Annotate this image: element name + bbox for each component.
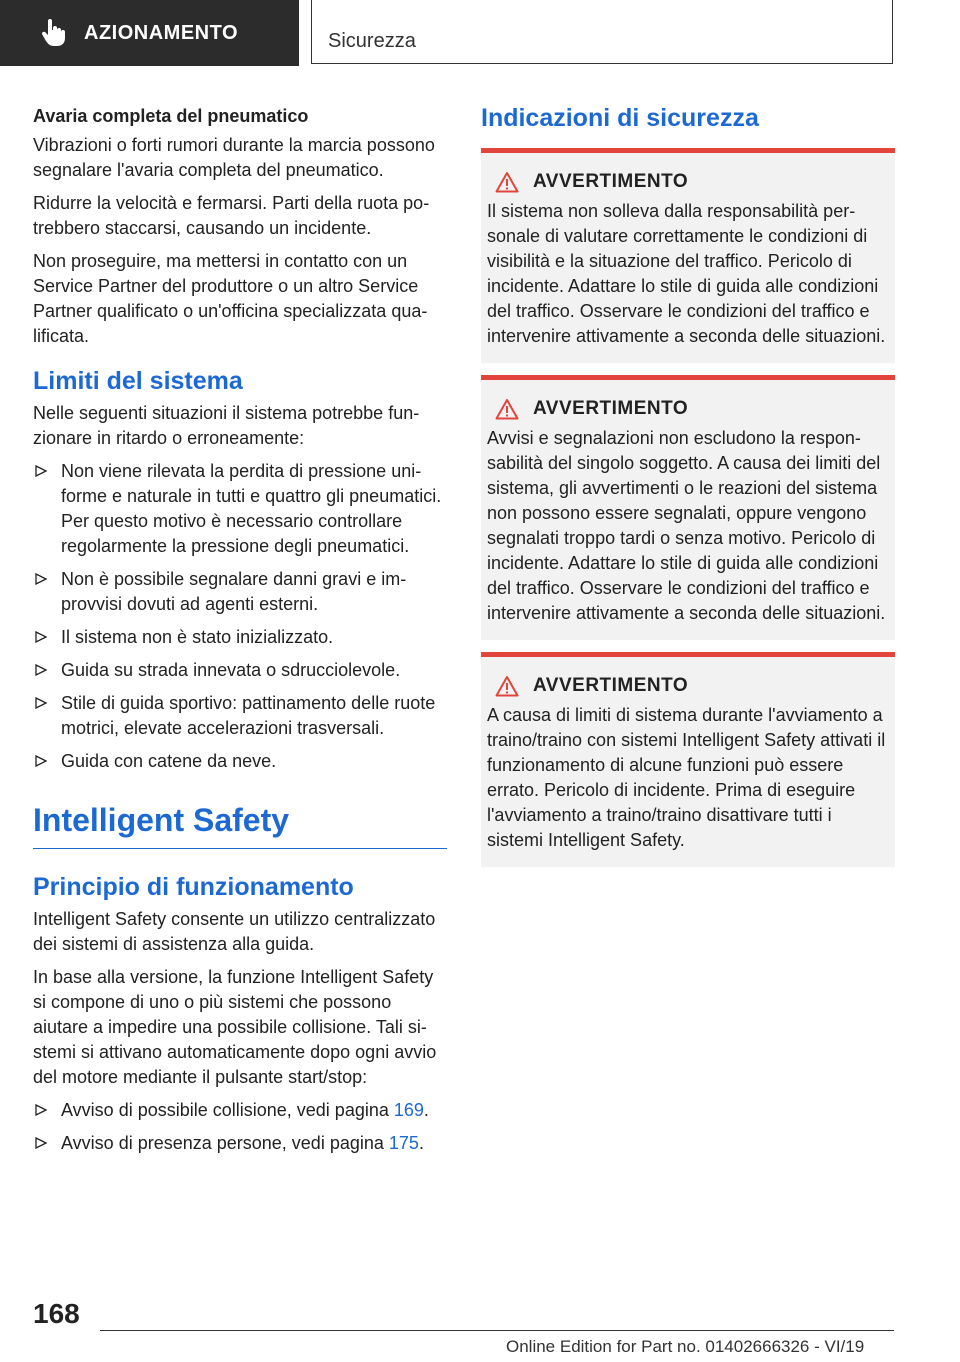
warning-triangle-icon	[495, 171, 519, 193]
system-limits-heading: Limiti del sistema	[33, 367, 243, 395]
paragraph: Intelligent Safety consente un utilizzo centralizzato dei sistemi di assistenza alla guida.	[33, 909, 436, 954]
list-item-text: Guida su strada innevata o sdrucciolevole.	[61, 660, 401, 680]
warning-label: AVVERTIMENTO	[533, 675, 689, 696]
warning-text: Il sistema non solleva dalla responsabilità personale di valutare correttamente le condizioni di visibilità e la situazione del traffico. Pericolo di incidente. Adattare lo stile di guida alle condizioni del traffico. Osservare le condizioni del traffico e intervenire attivamente a seconda delle situazioni.	[487, 201, 886, 346]
warning-triangle-icon	[495, 398, 519, 420]
tire-failure-title: Avaria completa del pneumatico	[33, 106, 309, 126]
page-link[interactable]: 169	[393, 1100, 424, 1120]
safety-notes-heading: Indicazioni di sicurezza	[481, 104, 759, 132]
page-number: 168	[33, 1298, 80, 1329]
left-column	[33, 100, 447, 1164]
triangle-right-icon	[35, 573, 47, 585]
list-item	[33, 459, 447, 559]
list-item	[33, 658, 447, 683]
list-item-text: Stile di guida sportivo: pattinamento delle ruote motrici, elevate accelerazioni trasversali.	[61, 693, 436, 738]
page-link[interactable]: 175	[388, 1133, 419, 1153]
triangle-right-icon	[35, 465, 47, 477]
intelligent-safety-heading: Intelligent Safety	[33, 798, 447, 849]
list-item-text: Il sistema non è stato inizializzato.	[61, 627, 334, 647]
list-item-text: Avviso di presenza persone, vedi pagina	[61, 1133, 389, 1153]
warning-box	[481, 375, 895, 640]
paragraph: Non proseguire, ma mettersi in contatto con un Service Partner del produttore o un altro Service Partner qualificato o un'officina specializzata qualificata.	[33, 251, 428, 346]
principle-heading: Principio di funzionamento	[33, 873, 354, 901]
list-item-text: Guida con catene da neve.	[61, 751, 277, 771]
list-item	[33, 625, 447, 650]
page-header	[0, 0, 960, 66]
warning-box	[481, 148, 895, 363]
paragraph: Vibrazioni o forti rumori durante la marcia possono segnalare l'avaria completa del pneumatico.	[33, 135, 435, 180]
system-limits-list	[33, 459, 447, 774]
paragraph: Ridurre la velocità e fermarsi. Parti della ruota potrebbero staccarsi, causando un incidente.	[33, 193, 430, 238]
list-item: Avviso di possibile collisione, vedi pagina 169.	[33, 1098, 447, 1123]
triangle-right-icon	[35, 1137, 47, 1149]
list-item: Avviso di presenza persone, vedi pagina 175.	[33, 1131, 447, 1156]
warning-text: A causa di limiti di sistema durante l'avviamento a traino/traino con sistemi Intelligent Safety attivati il funzionamento di alcune funzioni può essere errato. Pericolo di incidente. Prima di eseguire l'avviamento a traino/traino disattivare tutti i sistemi Intelligent Safety.	[487, 705, 886, 850]
warning-label: AVVERTIMENTO	[533, 171, 689, 192]
paragraph: In base alla versione, la funzione Intelligent Safety si compone di uno o più sistemi che possono aiutare a impedire una possibile collisione. Tali sistemi si attivano automaticamente dopo ogni avvio del motore mediante il pulsante start/stop:	[33, 967, 437, 1087]
warning-label: AVVERTIMENTO	[533, 398, 689, 419]
warning-header	[487, 675, 887, 697]
section-label: AZIONAMENTO	[84, 21, 239, 44]
warning-triangle-icon	[495, 675, 519, 697]
list-item-text: Avviso di possibile collisione, vedi pagina	[61, 1100, 394, 1120]
warning-box	[481, 652, 895, 867]
edition-note: Online Edition for Part no. 01402666326 - VI/19	[506, 1337, 865, 1356]
chapter-tab[interactable]	[311, 0, 893, 64]
right-column	[481, 100, 895, 879]
triangle-right-icon	[35, 664, 47, 676]
chapter-label: Sicurezza	[328, 30, 416, 52]
triangle-right-icon	[35, 1104, 47, 1116]
list-item-text: Non è possibile segnalare danni gravi e improvvisi dovuti ad agenti esterni.	[61, 569, 407, 614]
pointing-hand-icon	[40, 19, 66, 47]
section-tab[interactable]	[0, 0, 299, 66]
triangle-right-icon	[35, 631, 47, 643]
paragraph: Nelle seguenti situazioni il sistema potrebbe funzionare in ritardo o erroneamente:	[33, 403, 420, 448]
warning-header	[487, 398, 887, 420]
list-item	[33, 749, 447, 774]
warning-header	[487, 171, 887, 193]
list-item	[33, 691, 447, 741]
list-item-text: Non viene rilevata la perdita di pressione uniforme e naturale in tutti e quattro gli pneumatici. Per questo motivo è necessario controllare regolarmente la pressione degli pneumatici.	[61, 461, 442, 556]
warning-text: Avvisi e segnalazioni non escludono la responsabilità del singolo soggetto. A causa dei limiti del sistema, gli avvertimenti o le reazioni del sistema non possono essere segnalati, oppure vengono segnalati troppo tardi o senza motivo. Pericolo di incidente. Adattare lo stile di guida alle condizioni del traffico. Osservare le condizioni del traffico e intervenire attivamente a seconda delle situazioni.	[487, 428, 886, 623]
footer-divider	[100, 1330, 894, 1331]
intelligent-safety-list	[33, 1098, 447, 1156]
triangle-right-icon	[35, 755, 47, 767]
list-item	[33, 567, 447, 617]
triangle-right-icon	[35, 697, 47, 709]
